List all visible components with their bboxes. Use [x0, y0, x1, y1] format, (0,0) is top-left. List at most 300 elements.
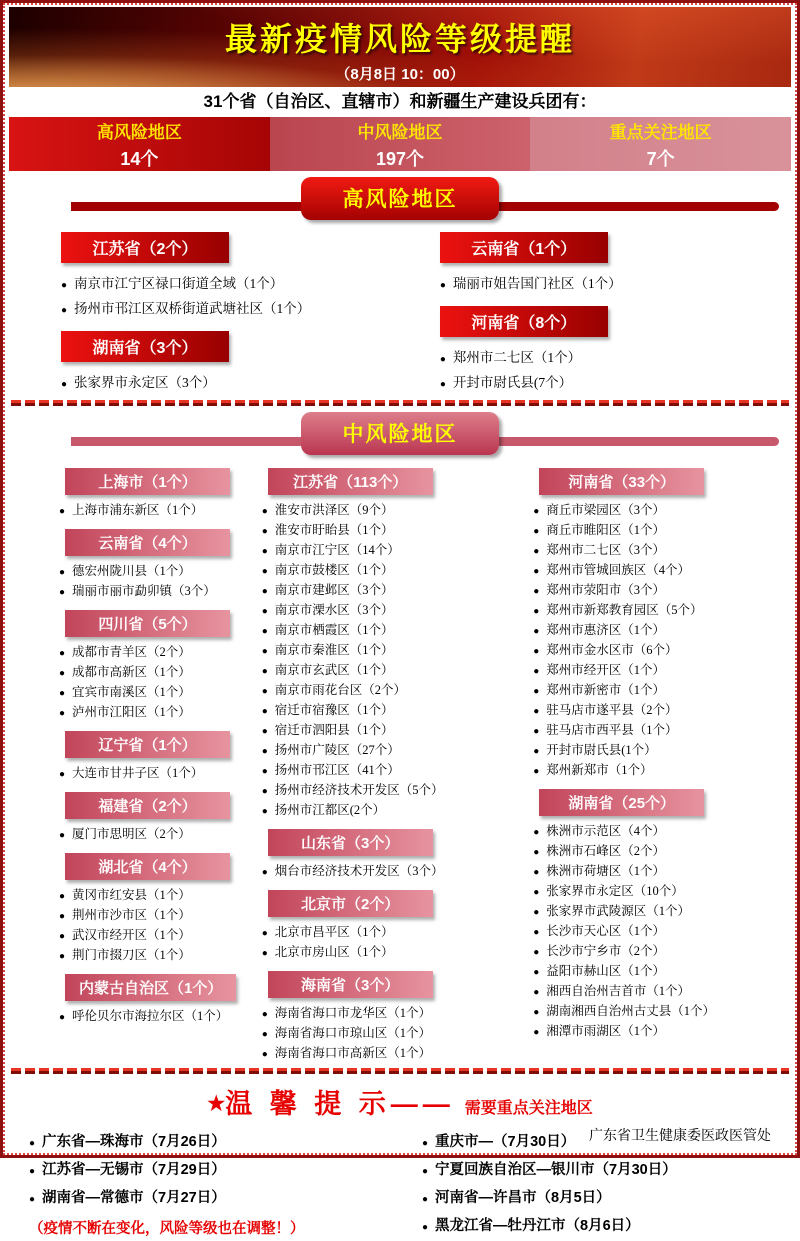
area-label: 扬州市经济技术开发区（5个） — [274, 783, 444, 797]
bullet-icon: ● — [422, 1166, 429, 1177]
area-item — [262, 1004, 534, 1024]
province-header: 江苏省（2个） — [61, 232, 229, 263]
area-item — [61, 272, 412, 297]
area-item — [262, 862, 534, 882]
area-label: 湘潭市雨湖区（1个） — [546, 1024, 666, 1038]
area-list — [59, 764, 262, 784]
area-label: 驻马店市西平县（1个） — [546, 723, 678, 737]
area-item — [262, 501, 534, 521]
area-item — [533, 581, 783, 601]
area-label: 呼伦贝尔市海拉尔区（1个） — [72, 1009, 229, 1023]
tips-subtitle: 需要重点关注地区 — [464, 1100, 593, 1117]
bullet-icon: ● — [61, 305, 68, 316]
area-item — [533, 982, 783, 1002]
bullet-icon: ● — [59, 567, 66, 578]
area-label: 扬州市邗江区（41个） — [274, 763, 400, 777]
province-group — [61, 232, 412, 322]
bullet-icon: ● — [533, 847, 540, 858]
bullet-icon: ● — [261, 506, 268, 517]
area-list — [59, 562, 262, 602]
bullet-icon: ● — [59, 1012, 66, 1023]
area-label: 郑州市金水区市（6个） — [546, 643, 678, 657]
area-item — [533, 862, 783, 882]
area-label: 淮安市盱眙县（1个） — [274, 523, 394, 537]
summary-cell — [530, 117, 791, 171]
bullet-icon: ● — [261, 948, 268, 959]
summary-count: 7个 — [646, 148, 675, 169]
area-item — [262, 801, 534, 821]
bullet-icon: ● — [61, 379, 68, 390]
bullet-icon: ● — [261, 867, 268, 878]
issuer-footer: 广东省卫生健康委医政医管处 — [589, 1129, 771, 1144]
area-list — [59, 643, 262, 723]
area-label: 郑州新郑市（1个） — [546, 763, 653, 777]
province-header: 湖南省（3个） — [61, 331, 229, 362]
bullet-icon: ● — [533, 947, 540, 958]
area-item — [59, 501, 262, 521]
province-header: 河南省（8个） — [440, 306, 608, 337]
area-item — [29, 1129, 402, 1157]
province-group — [59, 610, 262, 723]
tips-left-column — [29, 1129, 402, 1241]
area-label: 成都市高新区（1个） — [72, 665, 191, 679]
area-item — [262, 641, 534, 661]
area-label: 宜宾市南溪区（1个） — [72, 685, 191, 699]
area-list — [262, 862, 534, 882]
bullet-icon: ● — [261, 1049, 268, 1060]
bullet-icon: ● — [533, 546, 540, 557]
area-item — [262, 541, 534, 561]
area-item — [422, 1185, 775, 1213]
area-label: 开封市尉氏县(7个） — [452, 375, 573, 390]
bullet-icon: ● — [533, 526, 540, 537]
bullet-icon: ● — [533, 1027, 540, 1038]
area-label: 河南省—许昌市（8月5日） — [435, 1190, 611, 1206]
province-group — [533, 789, 783, 1042]
poster-inner-frame — [3, 3, 797, 1237]
bullet-icon: ● — [261, 1009, 268, 1020]
bullet-icon: ● — [422, 1222, 429, 1233]
area-item — [59, 886, 262, 906]
area-item — [533, 902, 783, 922]
area-item — [29, 1157, 402, 1185]
area-item — [533, 882, 783, 902]
summary-band — [9, 117, 791, 171]
summary-cell — [9, 117, 270, 171]
province-group — [262, 829, 534, 882]
bullet-icon: ● — [533, 967, 540, 978]
bullet-icon: ● — [59, 891, 66, 902]
area-label: 株洲市石峰区（2个） — [546, 844, 666, 858]
area-item — [262, 661, 534, 681]
province-group — [59, 974, 262, 1027]
province-header: 云南省（4个） — [65, 529, 230, 556]
bullet-icon: ● — [533, 666, 540, 677]
area-label: 大连市甘井子区（1个） — [72, 766, 204, 780]
area-label: 扬州市邗江区双桥街道武塘社区（1个） — [74, 301, 311, 316]
area-item — [533, 942, 783, 962]
province-header: 山东省（3个） — [268, 829, 433, 856]
area-item — [59, 683, 262, 703]
province-group — [61, 331, 412, 396]
area-label: 海南省海口市琼山区（1个） — [274, 1026, 432, 1040]
area-label: 郑州市二七区（3个） — [546, 543, 666, 557]
area-item — [422, 1213, 775, 1241]
province-group — [262, 971, 534, 1064]
area-label: 荆州市沙市区（1个） — [72, 908, 191, 922]
area-label: 益阳市赫山区（1个） — [546, 964, 666, 978]
tips-section — [9, 1082, 791, 1241]
province-group — [59, 468, 262, 521]
bullet-icon: ● — [533, 867, 540, 878]
bullet-icon: ● — [422, 1138, 429, 1149]
area-item — [59, 582, 262, 602]
medium-risk-column — [533, 460, 783, 1064]
area-item — [422, 1157, 775, 1185]
area-item — [262, 561, 534, 581]
area-label: 郑州市管城回族区（4个） — [546, 563, 691, 577]
page-title: 最新疫情风险等级提醒 — [224, 21, 575, 57]
area-label: 开封市尉氏县(1个） — [546, 743, 657, 757]
bullet-icon: ● — [29, 1138, 36, 1149]
area-label: 北京市房山区（1个） — [274, 945, 394, 959]
area-item — [533, 661, 783, 681]
province-header: 海南省（3个） — [268, 971, 433, 998]
area-label: 长沙市天心区（1个） — [546, 924, 666, 938]
area-item — [440, 371, 777, 396]
area-label: 驻马店市遂平县（2个） — [546, 703, 678, 717]
area-list — [262, 1004, 534, 1064]
area-list — [59, 501, 262, 521]
bullet-icon: ● — [533, 987, 540, 998]
area-label: 广东省—珠海市（7月26日） — [42, 1134, 226, 1150]
high-risk-title: 高风险地区 — [301, 177, 499, 220]
area-item — [59, 946, 262, 966]
tips-right-column — [402, 1129, 775, 1241]
province-group — [262, 890, 534, 963]
star-icon: ★ — [207, 1093, 226, 1115]
area-item — [262, 681, 534, 701]
tips-note: （疫情不断在变化，风险等级也在调整！） — [29, 1221, 305, 1237]
area-label: 海南省海口市高新区（1个） — [274, 1046, 432, 1060]
bullet-icon: ● — [533, 827, 540, 838]
summary-count: 14个 — [120, 148, 159, 169]
bullet-icon: ● — [59, 769, 66, 780]
dashed-separator — [11, 1068, 789, 1074]
area-label: 黄冈市红安县（1个） — [72, 888, 191, 902]
bullet-icon: ● — [261, 626, 268, 637]
bullet-icon: ● — [533, 586, 540, 597]
bullet-icon: ● — [439, 354, 446, 365]
area-list — [440, 272, 777, 297]
area-label: 郑州市新郑教育园区（5个） — [546, 603, 703, 617]
bullet-icon: ● — [261, 706, 268, 717]
area-list — [440, 346, 777, 396]
bullet-icon: ● — [261, 726, 268, 737]
area-label: 北京市昌平区（1个） — [274, 925, 394, 939]
tips-title-row — [9, 1082, 791, 1121]
bullet-icon: ● — [261, 606, 268, 617]
area-label: 淮安市洪泽区（9个） — [274, 503, 394, 517]
area-label: 泸州市江阳区（1个） — [72, 705, 191, 719]
area-label: 荆门市掇刀区（1个） — [72, 948, 191, 962]
medium-risk-header — [9, 412, 791, 456]
high-risk-section — [9, 177, 791, 396]
bullet-icon: ● — [59, 708, 66, 719]
province-group — [59, 792, 262, 845]
area-label: 黑龙江省—牡丹江市（8月6日） — [435, 1218, 640, 1234]
bullet-icon: ● — [533, 1007, 540, 1018]
area-item — [533, 761, 783, 781]
bullet-icon: ● — [261, 526, 268, 537]
area-item — [59, 906, 262, 926]
area-label: 扬州市广陵区（27个） — [274, 743, 400, 757]
summary-cell — [270, 117, 531, 171]
area-item — [533, 561, 783, 581]
bullet-icon: ● — [533, 887, 540, 898]
bullet-icon: ● — [261, 666, 268, 677]
province-header: 辽宁省（1个） — [65, 731, 230, 758]
area-label: 厦门市思明区（2个） — [72, 827, 191, 841]
area-label: 郑州市经开区（1个） — [546, 663, 666, 677]
area-label: 江苏省—无锡市（7月29日） — [42, 1162, 226, 1178]
bullet-icon: ● — [533, 646, 540, 657]
medium-risk-columns — [9, 456, 791, 1064]
area-label: 商丘市睢阳区（1个） — [546, 523, 666, 537]
bullet-icon: ● — [533, 726, 540, 737]
area-label: 商丘市梁园区（3个） — [546, 503, 666, 517]
area-label: 扬州市江都区(2个） — [274, 803, 386, 817]
bullet-icon: ● — [533, 746, 540, 757]
medium-risk-column — [262, 460, 534, 1064]
province-header: 湖南省（25个） — [539, 789, 704, 816]
area-item — [61, 371, 412, 396]
bullet-icon: ● — [59, 648, 66, 659]
area-label: 海南省海口市龙华区（1个） — [274, 1006, 432, 1020]
medium-risk-column — [59, 460, 262, 1064]
area-label: 宁夏回族自治区—银川市（7月30日） — [435, 1162, 677, 1178]
bullet-icon: ● — [59, 506, 66, 517]
province-header: 上海市（1个） — [65, 468, 230, 495]
area-label: 湖南湘西自治州古丈县（1个） — [546, 1004, 716, 1018]
summary-count: 197个 — [375, 148, 425, 169]
tips-left-list — [29, 1129, 402, 1213]
area-item — [59, 926, 262, 946]
area-label: 张家界市永定区（3个） — [74, 375, 216, 390]
area-label: 株洲市荷塘区（1个） — [546, 864, 666, 878]
province-group — [440, 306, 777, 396]
area-label: 武汉市经开区（1个） — [72, 928, 191, 942]
area-label: 南京市江宁区禄口街道全域（1个） — [74, 276, 284, 291]
bullet-icon: ● — [533, 706, 540, 717]
bullet-icon: ● — [261, 546, 268, 557]
province-group — [59, 731, 262, 784]
bullet-icon: ● — [59, 830, 66, 841]
area-list — [262, 923, 534, 963]
area-label: 南京市江宁区（14个） — [274, 543, 400, 557]
area-label: 湘西自治州吉首市（1个） — [546, 984, 691, 998]
area-label: 长沙市宁乡市（2个） — [546, 944, 666, 958]
bullet-icon: ● — [533, 927, 540, 938]
province-header: 四川省（5个） — [65, 610, 230, 637]
area-item — [262, 741, 534, 761]
province-group — [440, 232, 777, 297]
area-label: 郑州市惠济区（1个） — [546, 623, 666, 637]
area-list — [59, 825, 262, 845]
area-item — [440, 272, 777, 297]
area-item — [59, 643, 262, 663]
bullet-icon: ● — [439, 379, 446, 390]
high-risk-columns — [9, 221, 791, 396]
area-item — [262, 761, 534, 781]
scope-line: 31个省（自治区、直辖市）和新疆生产建设兵团有： — [203, 92, 597, 111]
bullet-icon: ● — [261, 646, 268, 657]
area-label: 南京市雨花台区（2个） — [274, 683, 407, 697]
area-item — [262, 1024, 534, 1044]
province-header: 河南省（33个） — [539, 468, 704, 495]
bullet-icon: ● — [59, 951, 66, 962]
area-label: 株洲市示范区（4个） — [546, 824, 666, 838]
bullet-icon: ● — [59, 688, 66, 699]
area-item — [262, 701, 534, 721]
area-item — [59, 825, 262, 845]
report-datetime: （8月8日 10：00） — [335, 66, 465, 83]
area-label: 郑州市荥阳市（3个） — [546, 583, 666, 597]
bullet-icon: ● — [29, 1194, 36, 1205]
province-group — [262, 468, 534, 821]
area-item — [29, 1185, 402, 1213]
area-item — [262, 1044, 534, 1064]
province-header: 湖北省（4个） — [65, 853, 230, 880]
bullet-icon: ● — [261, 586, 268, 597]
tips-right-list — [422, 1129, 775, 1241]
area-item — [262, 601, 534, 621]
area-item — [533, 741, 783, 761]
area-item — [533, 922, 783, 942]
area-label: 湖南省—常德市（7月27日） — [42, 1190, 226, 1206]
medium-risk-title: 中风险地区 — [301, 412, 499, 455]
bullet-icon: ● — [261, 1029, 268, 1040]
province-group — [59, 529, 262, 602]
area-item — [533, 681, 783, 701]
area-item — [533, 601, 783, 621]
area-label: 成都市青羊区（2个） — [72, 645, 191, 659]
medium-risk-section — [9, 412, 791, 1064]
area-item — [262, 781, 534, 801]
area-label: 南京市建邺区（3个） — [274, 583, 394, 597]
area-item — [262, 721, 534, 741]
area-label: 宿迁市泗阳县（1个） — [274, 723, 394, 737]
area-item — [533, 842, 783, 862]
bullet-icon: ● — [261, 928, 268, 939]
high-risk-header — [9, 177, 791, 221]
area-label: 南京市秦淮区（1个） — [274, 643, 394, 657]
area-list — [61, 272, 412, 322]
bullet-icon: ● — [59, 931, 66, 942]
bullet-icon: ● — [533, 686, 540, 697]
bullet-icon: ● — [29, 1166, 36, 1177]
province-group — [533, 468, 783, 781]
high-risk-column — [61, 223, 412, 396]
area-item — [262, 943, 534, 963]
area-item — [262, 521, 534, 541]
area-label: 上海市浦东新区（1个） — [72, 503, 204, 517]
area-item — [533, 621, 783, 641]
area-label: 郑州市新密市（1个） — [546, 683, 666, 697]
area-label: 瑞丽市丽市勐卯镇（3个） — [72, 584, 216, 598]
area-item — [533, 541, 783, 561]
area-label: 德宏州陇川县（1个） — [72, 564, 191, 578]
province-header: 江苏省（113个） — [268, 468, 433, 495]
bullet-icon: ● — [261, 786, 268, 797]
area-item — [59, 1007, 262, 1027]
bullet-icon: ● — [533, 566, 540, 577]
bullet-icon: ● — [59, 668, 66, 679]
bullet-icon: ● — [261, 806, 268, 817]
area-list — [262, 501, 534, 821]
area-list — [61, 371, 412, 396]
area-item — [59, 562, 262, 582]
bullet-icon: ● — [422, 1194, 429, 1205]
bullet-icon: ● — [59, 911, 66, 922]
summary-label: 重点关注地区 — [609, 122, 712, 142]
province-header: 北京市（2个） — [268, 890, 433, 917]
area-item — [533, 641, 783, 661]
summary-label: 高风险地区 — [96, 122, 182, 142]
area-list — [59, 886, 262, 966]
area-item — [533, 1002, 783, 1022]
area-label: 南京市溧水区（3个） — [274, 603, 394, 617]
area-list — [533, 822, 783, 1042]
area-label: 重庆市—（7月30日） — [435, 1134, 576, 1150]
area-item — [533, 701, 783, 721]
bullet-icon: ● — [261, 746, 268, 757]
bullet-icon: ● — [439, 280, 446, 291]
area-item — [262, 923, 534, 943]
area-item — [440, 346, 777, 371]
area-item — [533, 721, 783, 741]
bullet-icon: ● — [261, 686, 268, 697]
bullet-icon: ● — [533, 766, 540, 777]
summary-label: 中风险地区 — [357, 122, 443, 142]
area-item — [533, 962, 783, 982]
area-label: 烟台市经济技术开发区（3个） — [274, 864, 444, 878]
dashed-separator — [11, 400, 789, 406]
area-label: 瑞丽市姐告国门社区（1个） — [452, 276, 622, 291]
area-label: 张家界市永定区（10个） — [546, 884, 684, 898]
area-item — [533, 1022, 783, 1042]
area-item — [59, 764, 262, 784]
bullet-icon: ● — [533, 907, 540, 918]
area-item — [61, 297, 412, 322]
area-item — [59, 703, 262, 723]
province-header: 福建省（2个） — [65, 792, 230, 819]
province-header: 云南省（1个） — [440, 232, 608, 263]
area-item — [533, 501, 783, 521]
area-label: 南京市鼓楼区（1个） — [274, 563, 394, 577]
bullet-icon: ● — [261, 566, 268, 577]
area-item — [533, 521, 783, 541]
bullet-icon: ● — [61, 280, 68, 291]
bullet-icon: ● — [261, 766, 268, 777]
area-label: 宿迁市宿豫区（1个） — [274, 703, 394, 717]
bullet-icon: ● — [533, 506, 540, 517]
area-item — [262, 581, 534, 601]
area-item — [59, 663, 262, 683]
tips-title: 温 馨 提 示—— — [225, 1089, 455, 1119]
province-header: 内蒙古自治区（1个） — [65, 974, 236, 1001]
area-item — [262, 621, 534, 641]
